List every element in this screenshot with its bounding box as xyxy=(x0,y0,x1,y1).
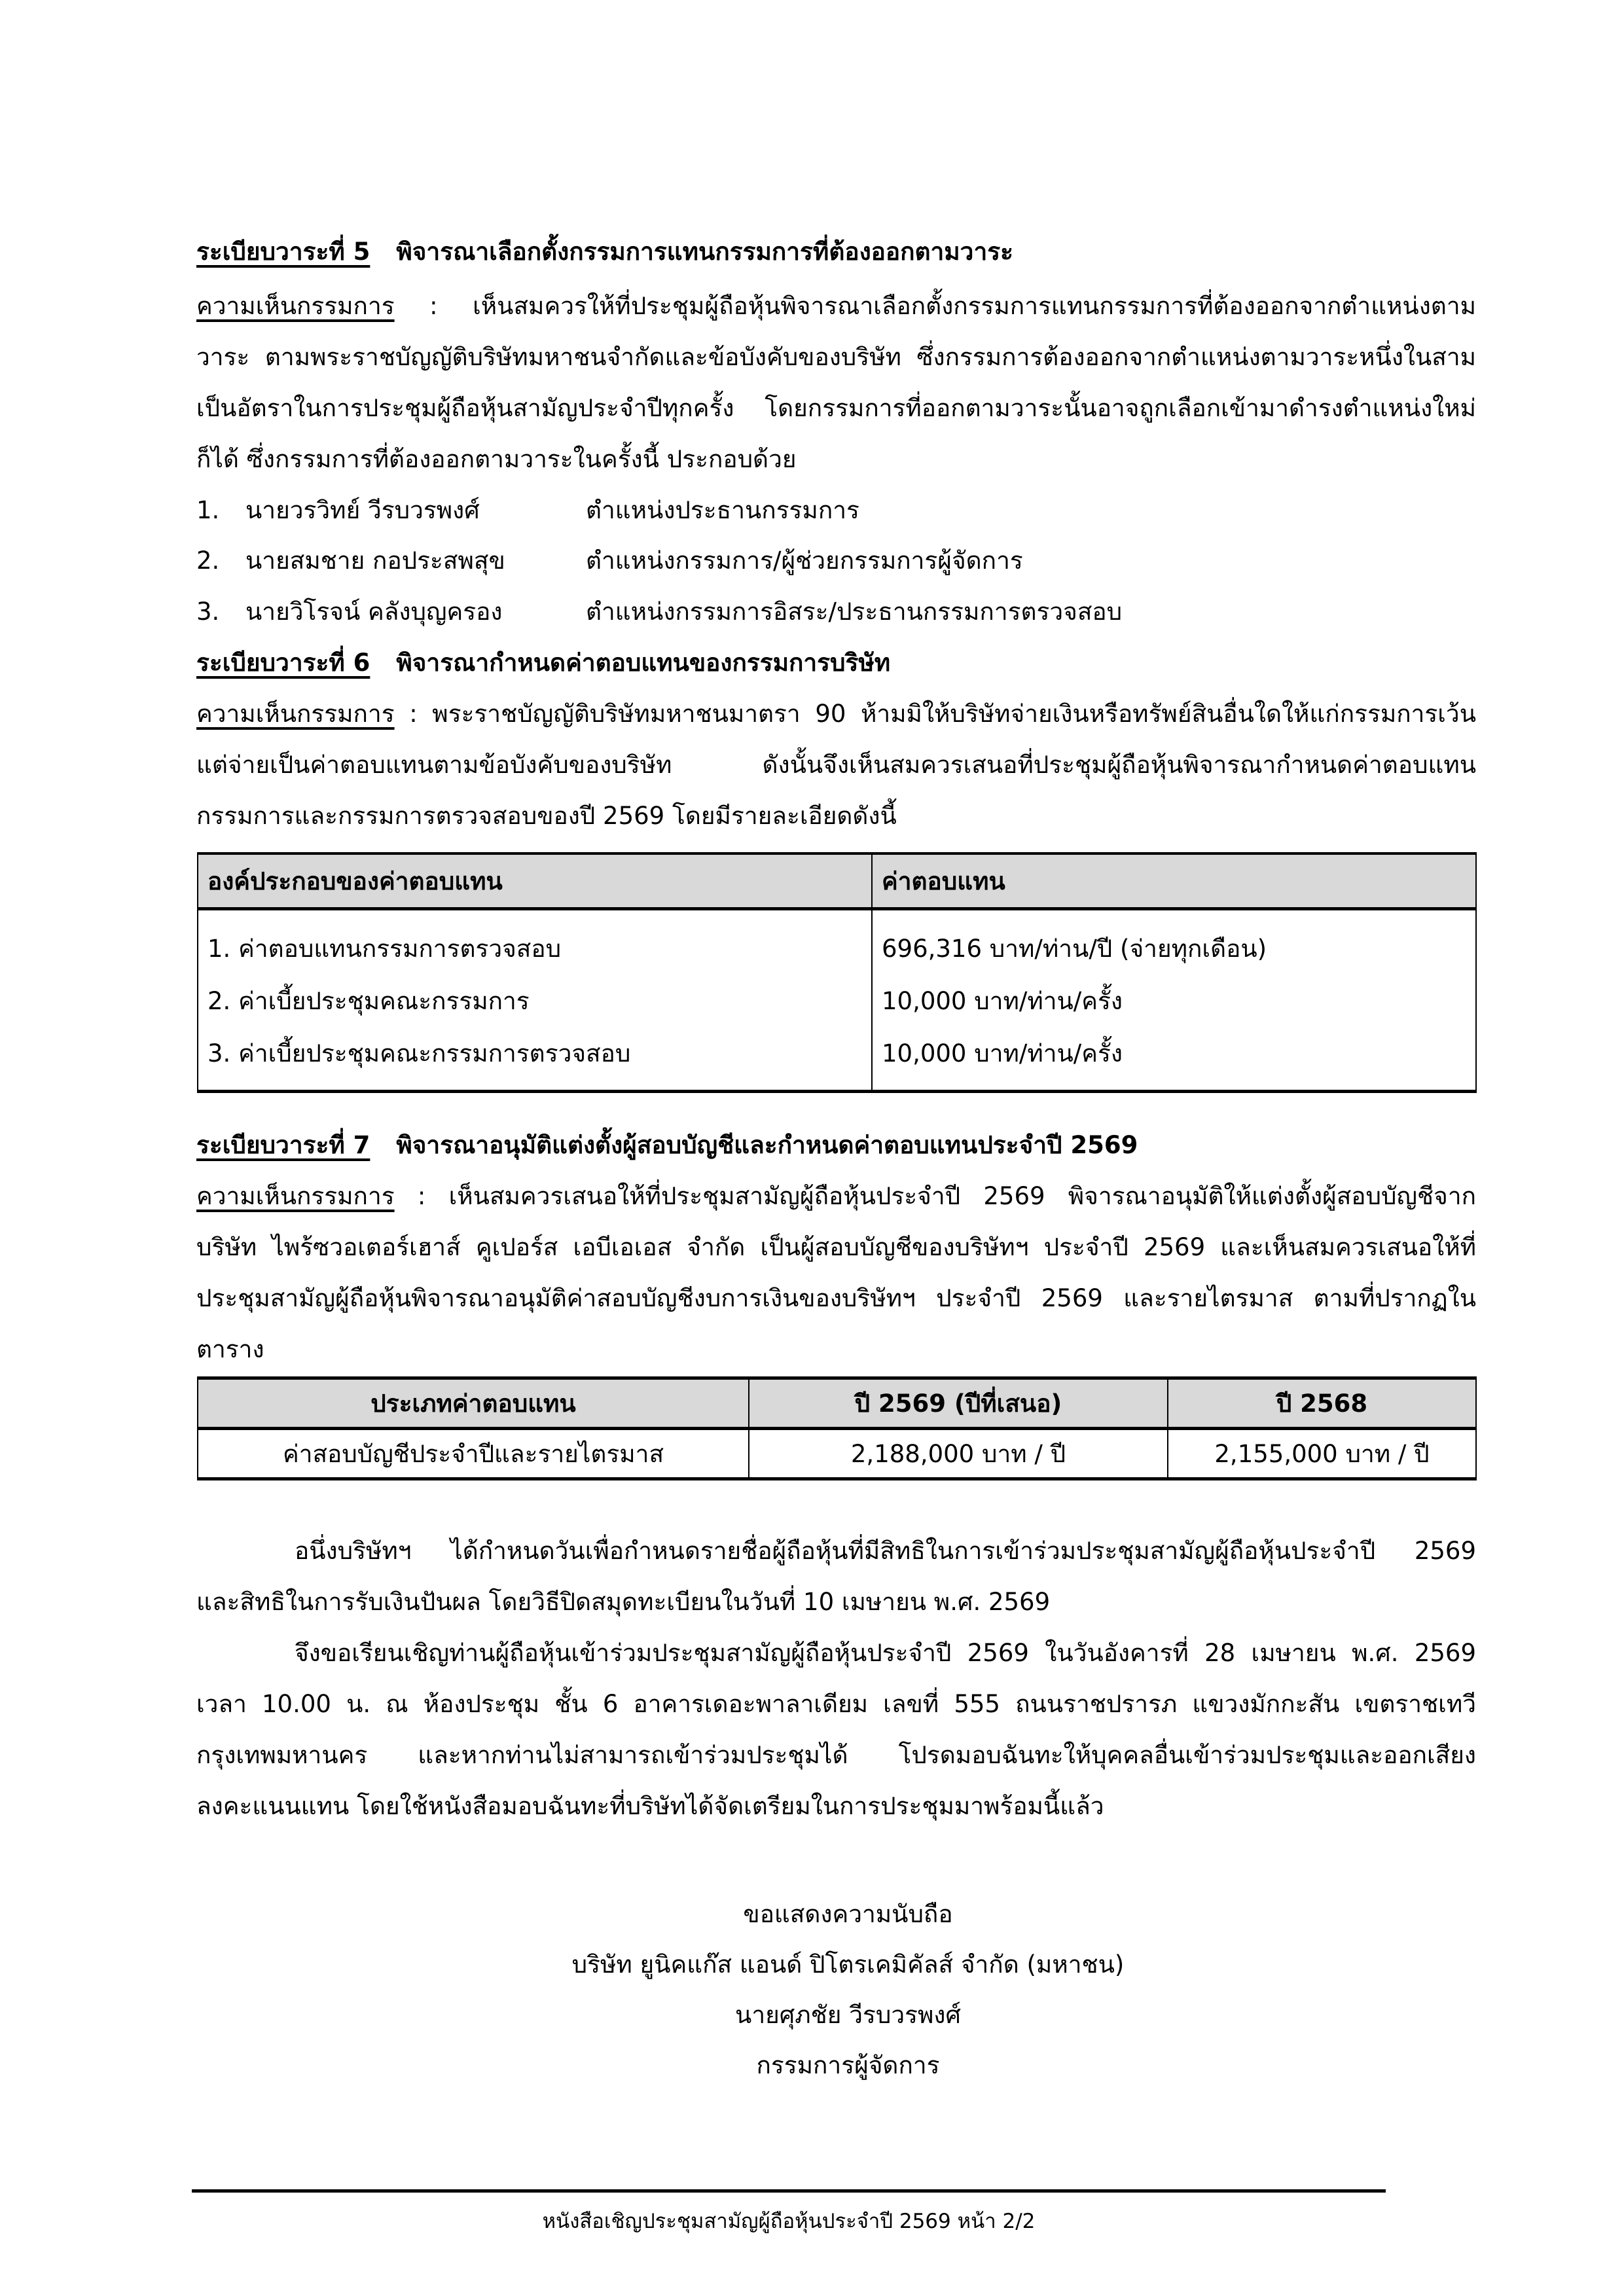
table-cell: 2. ค่าเบี้ยประชุมคณะกรรมการ xyxy=(198,975,872,1027)
agenda5-heading xyxy=(196,236,1476,268)
closing-para2-line-3: กรุงเทพมหานคร และหากท่านไม่สามารถเข้าร่วมประชุมได้ โปรดมอบฉันทะให้บุคคลอื่นเข้าร่วมประชุมและออกเสียง xyxy=(196,1741,1476,1769)
director-name: นายวิโรจน์ คลังบุญครอง xyxy=(245,598,503,626)
table-cell: 696,316 บาท/ท่าน/ปี (จ่ายทุกเดือน) xyxy=(872,909,1476,975)
agenda7-title: พิจารณาอนุมัติแต่งตั้งผู้สอบบัญชีและกำหนดค่าตอบแทนประจำปี 2569 xyxy=(396,1131,1138,1159)
table-row xyxy=(198,1429,1476,1479)
closing-para1-line-2: และสิทธิในการรับเงินปันผล โดยวิธีปิดสมุดทะเบียนในวันที่ 10 เมษายน พ.ศ. 2569 xyxy=(196,1588,1051,1616)
signature-name: นายศุภชัย วีรบวรพงศ์ xyxy=(735,2001,961,2029)
agenda6-label: ระเบียบวาระที่ 6 xyxy=(196,649,370,677)
table-row xyxy=(198,909,1476,975)
director-number: 3. xyxy=(196,598,220,626)
agenda5-opinion-line-1 xyxy=(196,290,1476,323)
closing-para2-line-4: ลงคะแนนแทน โดยใช้หนังสือมอบฉันทะที่บริษัทได้จัดเตรียมในการประชุมมาพร้อมนี้แล้ว xyxy=(196,1792,1104,1820)
signature-regards: ขอแสดงความนับถือ xyxy=(743,1900,953,1928)
agenda5-title: พิจารณาเลือกตั้งกรรมการแทนกรรมการที่ต้องออกตามวาระ xyxy=(396,238,1013,266)
table-header-cell: ปี 2568 xyxy=(1168,1378,1476,1429)
agenda6-text: : พระราชบัญญัติบริษัทมหาชนมาตรา 90 ห้ามมิให้บริษัทจ่ายเงินหรือทรัพย์สินอื่นใดให้แก่กรรมการเว้น xyxy=(394,700,1476,728)
agenda7-opinion-line-2: บริษัท ไพร้ซวอเตอร์เฮาส์ คูเปอร์ส เอบีเอเอส จำกัด เป็นผู้สอบบัญชีของบริษัทฯ ประจำปี 2569 และเห็นสมควรเสนอให้ที่ xyxy=(196,1233,1476,1261)
agenda7-text: : เห็นสมควรเสนอให้ที่ประชุมสามัญผู้ถือหุ้นประจำปี 2569 พิจารณาอนุมัติให้แต่งตั้งผู้สอบบัญชีจาก xyxy=(394,1182,1476,1210)
agenda6-opinion-line-3: กรรมการและกรรมการตรวจสอบของปี 2569 โดยมีรายละเอียดดังนี้ xyxy=(196,802,897,830)
closing-para2-line-1: จึงขอเรียนเชิญท่านผู้ถือหุ้นเข้าร่วมประชุมสามัญผู้ถือหุ้นประจำปี 2569 ในวันอังคารที่ 28 เมษายน พ.ศ. 2569 xyxy=(295,1639,1476,1667)
agenda6-opinion-line-2: แต่จ่ายเป็นค่าตอบแทนตามข้อบังคับของบริษัท ดังนั้นจึงเห็นสมควรเสนอที่ประชุมผู้ถือหุ้นพิจารณากำหนดค่าตอบแทน xyxy=(196,751,1476,779)
director-compensation-table xyxy=(197,852,1477,1093)
table-cell: ค่าสอบบัญชีประจำปีและรายไตรมาส xyxy=(198,1429,749,1479)
table-row xyxy=(198,975,1476,1027)
director-name: นายวรวิทย์ วีรบวรพงศ์ xyxy=(245,496,480,524)
closing-para1-line-1: อนึ่งบริษัทฯ ได้กำหนดวันเพื่อกำหนดรายชื่อผู้ถือหุ้นที่มีสิทธิในการเข้าร่วมประชุมสามัญผู้ถือหุ้นประจำปี 2569 xyxy=(295,1537,1476,1565)
table-header-row xyxy=(198,1378,1476,1429)
table-header-cell: องค์ประกอบของค่าตอบแทน xyxy=(198,853,872,909)
agenda7-opinion-label: ความเห็นกรรมการ xyxy=(196,1182,395,1210)
footer-divider xyxy=(192,2189,1386,2193)
table-header-cell: ปี 2569 (ปีที่เสนอ) xyxy=(749,1378,1168,1429)
agenda5-opinion-label: ความเห็นกรรมการ xyxy=(196,292,395,320)
agenda6-opinion-line-1 xyxy=(196,698,1476,730)
signature-title: กรรมการผู้จัดการ xyxy=(756,2051,940,2079)
table-header-cell: ประเภทค่าตอบแทน xyxy=(198,1378,749,1429)
table-cell: 2,188,000 บาท / ปี xyxy=(749,1429,1168,1479)
director-position: ตำแหน่งกรรมการอิสระ/ประธานกรรมการตรวจสอบ xyxy=(586,598,1123,626)
table-cell: 3. ค่าเบี้ยประชุมคณะกรรมการตรวจสอบ xyxy=(198,1027,872,1092)
agenda6-heading xyxy=(196,647,1476,679)
agenda6-opinion-label: ความเห็นกรรมการ xyxy=(196,700,395,728)
agenda7-heading xyxy=(196,1129,1476,1162)
agenda7-opinion-line-3: ประชุมสามัญผู้ถือหุ้นพิจารณาอนุมัติค่าสอบบัญชีงบการเงินของบริษัทฯ ประจำปี 2569 และรายไตรมาส ตามที่ปรากฏใน xyxy=(196,1284,1476,1312)
agenda5-text: : เห็นสมควรให้ที่ประชุมผู้ถือหุ้นพิจารณาเลือกตั้งกรรมการแทนกรรมการที่ต้องออกจากตำแหน่งตาม xyxy=(394,292,1476,320)
agenda7-opinion-line-4: ตาราง xyxy=(196,1335,264,1363)
agenda5-opinion-line-4: ก็ได้ ซึ่งกรรมการที่ต้องออกตามวาระในครั้งนี้ ประกอบด้วย xyxy=(196,445,797,473)
table-header-row xyxy=(198,853,1476,909)
director-number: 1. xyxy=(196,496,220,524)
audit-fee-table xyxy=(197,1376,1477,1480)
table-cell: 10,000 บาท/ท่าน/ครั้ง xyxy=(872,975,1476,1027)
footer-text: หนังสือเชิญประชุมสามัญผู้ถือหุ้นประจำปี 2569 หน้า 2/2 xyxy=(542,2210,1036,2233)
signature-company: บริษัท ยูนิคแก๊ส แอนด์ ปิโตรเคมิคัลส์ จำกัด (มหาชน) xyxy=(571,1950,1125,1979)
agenda7-opinion-line-1 xyxy=(196,1180,1476,1213)
director-name: นายสมชาย กอประสพสุข xyxy=(245,547,505,575)
agenda5-label: ระเบียบวาระที่ 5 xyxy=(196,238,370,266)
table-cell: 2,155,000 บาท / ปี xyxy=(1168,1429,1476,1479)
director-position: ตำแหน่งกรรมการ/ผู้ช่วยกรรมการผู้จัดการ xyxy=(586,547,1023,575)
director-position: ตำแหน่งประธานกรรมการ xyxy=(586,496,859,524)
agenda6-title: พิจารณากำหนดค่าตอบแทนของกรรมการบริษัท xyxy=(396,649,891,677)
closing-para2-line-2: เวลา 10.00 น. ณ ห้องประชุม ชั้น 6 อาคารเดอะพาลาเดียม เลขที่ 555 ถนนราชปรารภ แขวงมักกะสัน เขตราชเทวี xyxy=(196,1690,1476,1718)
table-row xyxy=(198,1027,1476,1092)
agenda5-opinion-line-2: วาระ ตามพระราชบัญญัติบริษัทมหาชนจำกัดและข้อบังคับของบริษัท ซึ่งกรรมการต้องออกจากตำแหน่งตามวาระหนึ่งในสาม xyxy=(196,343,1476,371)
director-number: 2. xyxy=(196,547,220,575)
table-cell: 1. ค่าตอบแทนกรรมการตรวจสอบ xyxy=(198,909,872,975)
table-cell: 10,000 บาท/ท่าน/ครั้ง xyxy=(872,1027,1476,1092)
table-header-cell: ค่าตอบแทน xyxy=(872,853,1476,909)
agenda7-label: ระเบียบวาระที่ 7 xyxy=(196,1131,370,1159)
agenda5-opinion-line-3: เป็นอัตราในการประชุมผู้ถือหุ้นสามัญประจำปีทุกครั้ง โดยกรรมการที่ออกตามวาระนั้นอาจถูกเลือกเข้ามาดำรงตำแหน่งใหม่ xyxy=(196,394,1476,422)
